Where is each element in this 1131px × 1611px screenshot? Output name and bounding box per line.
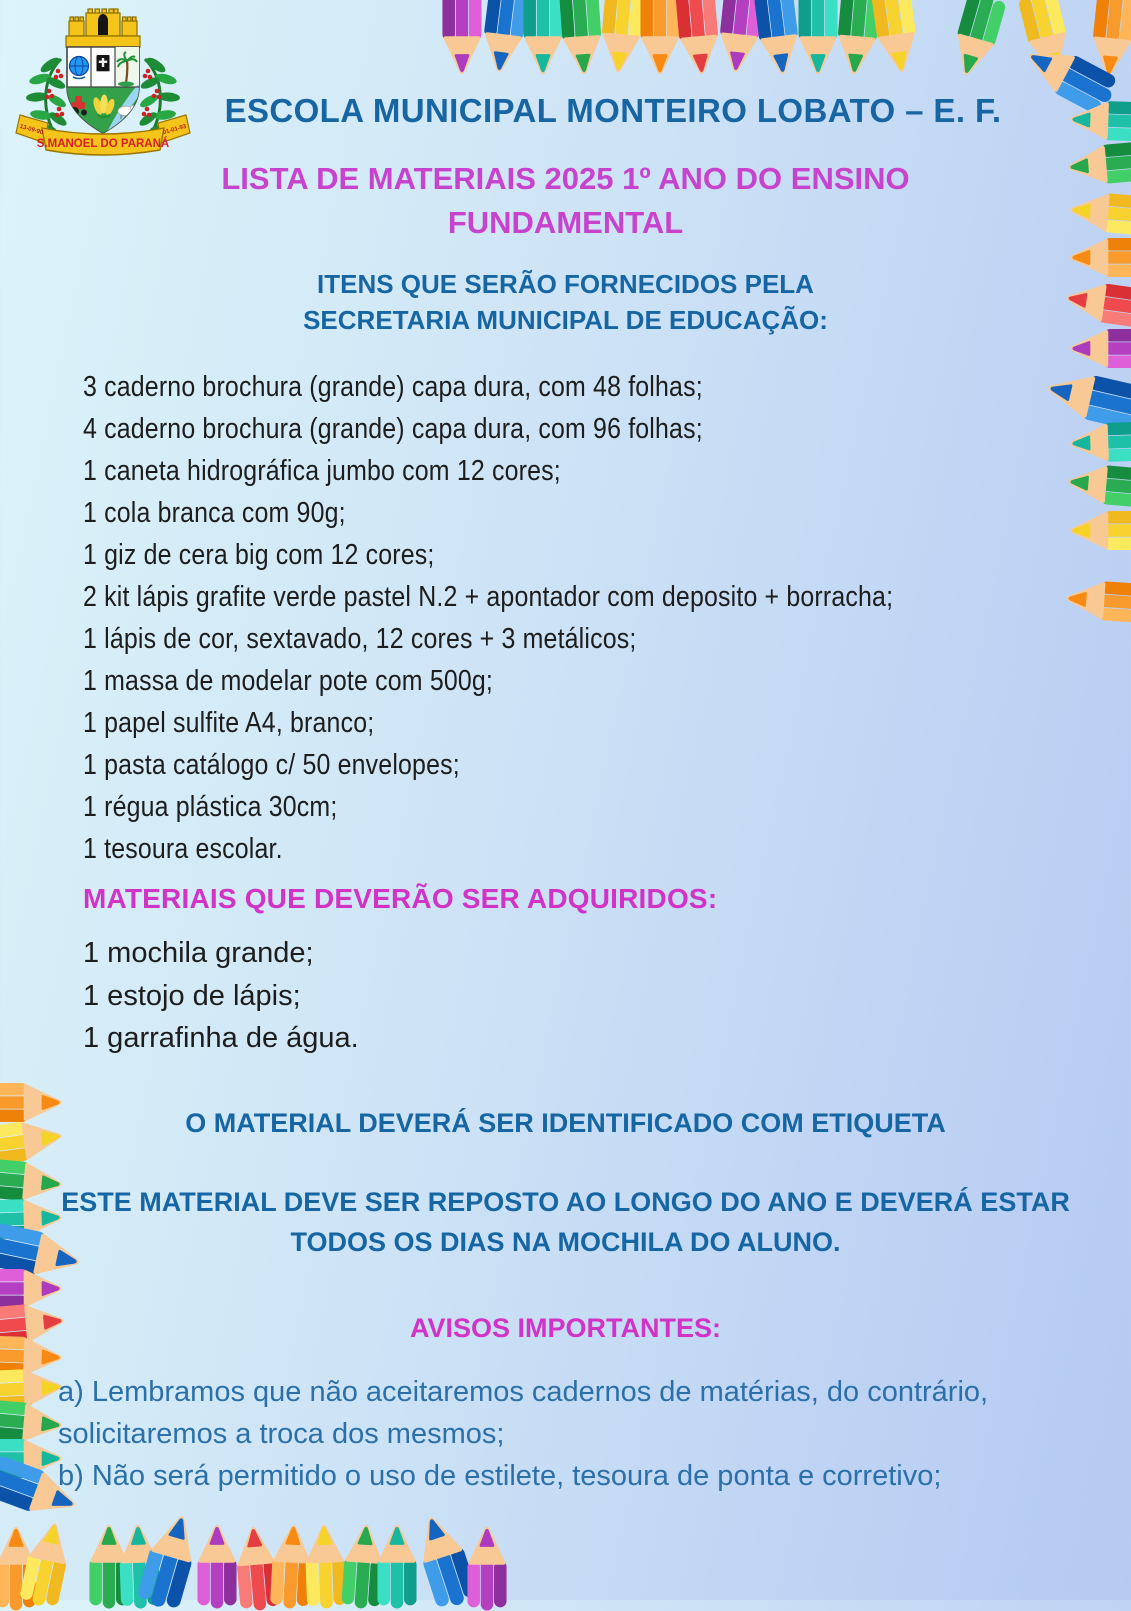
crest-shield (67, 47, 141, 135)
to-buy-list (83, 932, 1131, 1059)
school-name-title: ESCOLA MUNICIPAL MONTEIRO LOBATO – E. F. (95, 92, 1131, 130)
crest-date-right: 01-01-93 (162, 124, 187, 137)
supply-item: 1 lápis de cor, sextavado, 12 cores + 3 metálicos; (83, 618, 1043, 660)
supply-item: 1 giz de cera big com 12 cores; (83, 534, 1043, 576)
label-notice: O MATERIAL DEVERÁ SER IDENTIFICADO COM ETIQUETA (43, 1103, 1088, 1144)
supply-item: 1 caneta hidrográfica jumbo com 12 cores; (83, 450, 1043, 492)
mural-crown (66, 9, 140, 47)
municipal-crest-logo (14, 6, 192, 158)
important-warnings-heading: AVISOS IMPORTANTES: (0, 1313, 1131, 1344)
supply-item: 3 caderno brochura (grande) capa dura, com 48 folhas; (83, 366, 1043, 408)
to-buy-item: 1 estojo de lápis; (83, 975, 1131, 1017)
supply-item: 1 régua plástica 30cm; (83, 786, 1043, 828)
crest-municipality-name: S.MANOEL DO PARANÁ (37, 137, 169, 150)
supply-item: 2 kit lápis grafite verde pastel N.2 + apontador com deposito + borracha; (83, 576, 1043, 618)
supply-item: 1 cola branca com 90g; (83, 492, 1043, 534)
provided-heading-line1: ITENS QUE SERÃO FORNECIDOS PELA (317, 269, 814, 299)
provided-heading-line2: SECRETARIA MUNICIPAL DE EDUCAÇÃO: (303, 305, 828, 335)
supply-item: 1 pasta catálogo c/ 50 envelopes; (83, 744, 1043, 786)
supply-item: 1 papel sulfite A4, branco; (83, 702, 1043, 744)
crest-date-left: 13-09-90 (19, 124, 44, 137)
supply-item: 1 tesoura escolar. (83, 828, 1043, 870)
warnings-list (58, 1371, 1073, 1497)
warning-item: b) Não será permitido o uso de estilete, tesoura de ponta e corretivo; (58, 1455, 1073, 1497)
to-buy-heading: MATERIAIS QUE DEVERÃO SER ADQUIRIDOS: (83, 883, 1131, 915)
warning-item: a) Lembramos que não aceitaremos cadernos de matérias, do contrário, solicitaremos a troca dos mesmos; (58, 1371, 1073, 1455)
to-buy-item: 1 mochila grande; (83, 932, 1131, 974)
supply-item: 4 caderno brochura (grande) capa dura, com 96 folhas; (83, 408, 1043, 450)
supply-item: 1 massa de modelar pote com 500g; (83, 660, 1043, 702)
purple-pencil-cluster (462, 1513, 512, 1608)
to-buy-item: 1 garrafinha de água. (83, 1017, 1131, 1059)
provided-items-heading (0, 266, 1131, 339)
restock-notice: ESTE MATERIAL DEVE SER REPOSTO AO LONGO DO ANO E DEVERÁ ESTAR TODOS OS DIAS NA MOCHILA DO ALUNO. (43, 1182, 1088, 1263)
list-title: LISTA DE MATERIAIS 2025 1º ANO DO ENSINO FUNDAMENTAL (181, 157, 951, 245)
provided-items-list (83, 366, 1043, 871)
